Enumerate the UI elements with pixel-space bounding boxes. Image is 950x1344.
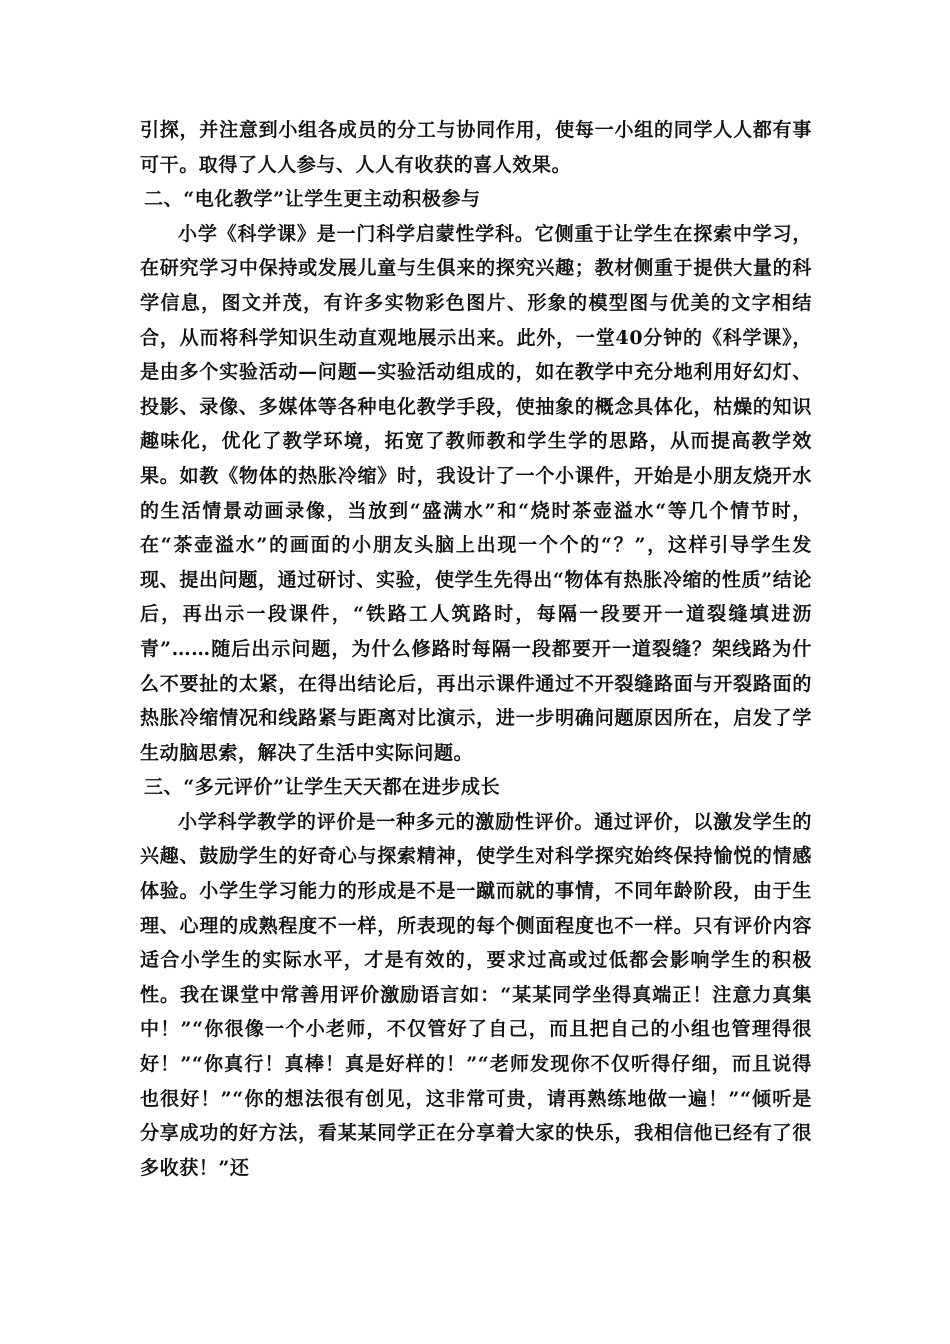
- section-heading-3: 三、“多元评价”让学生天天都在进步成长: [144, 776, 501, 799]
- paragraph-continuation: 引探，并注意到小组各成员的分工与协同作用，使每一小组的同学人人都有事可干。取得了人人参与、人人有收获的喜人效果。: [140, 119, 812, 176]
- document-body: [140, 113, 812, 1185]
- section-heading-2: 二、“电化教学”让学生更主动积极参与: [144, 188, 481, 211]
- paragraph-electronic-teaching: 小学《科学课》是一门科学启蒙性学科。它侧重于让学生在探索中学习，在研究学习中保持或发展儿童与生俱来的探究兴趣；教材侧重于提供大量的科学信息，图文并茂，有许多实物彩色图片、形象的模型图与优美的文字相结合，从而将科学知识生动直观地展示出来。此外，一堂40分钟的《科学课》，是由多个实验活动—问题—实验活动组成的，如在教学中充分地利用好幻灯、投影、录像、多媒体等各种电化教学手段，使抽象的概念具体化，枯燥的知识趣味化，优化了教学环境，拓宽了教师教和学生学的思路，从而提高教学效果。如教《物体的热胀冷缩》时，我设计了一个小课件，开始是小朋友烧开水的生活情景动画录像，当放到“盛满水”和“烧时茶壶溢水“等几个情节时，在“茶壶溢水”的画面的小朋友头脑上出现一个个的“？”，这样引导学生发现、提出问题，通过研讨、实验，使学生先得出“物体有热胀冷缩的性质”结论后，再出示一段课件，“铁路工人筑路时，每隔一段要开一道裂缝填进沥青”……随后出示问题，为什么修路时每隔一段都要开一道裂缝？架线路为什么不要扯的太紧，在得出结论后，再出示课件通过不开裂缝路面与开裂路面的热胀冷缩情况和线路紧与距离对比演示，进一步明确问题原因所在，启发了学生动脑思索，解决了生活中实际问题。: [140, 222, 812, 764]
- paragraph-evaluation: 小学科学教学的评价是一种多元的激励性评价。通过评价，以激发学生的兴趣、鼓励学生的好奇心与探索精神，使学生对科学探究始终保持愉悦的情感体验。小学生学习能力的形成是不是一蹴而就的事情，不同年龄阶段，由于生理、心理的成熟程度不一样，所表现的每个侧面程度也不一样。只有评价内容适合小学生的实际水平，才是有效的，要求过高或过低都会影响学生的积极性。我在课堂中常善用评价激励语言如：“某某同学坐得真端正！注意力真集中！”“你很像一个小老师，不仅管好了自己，而且把自己的小组也管理得很好！”“你真行！真棒！真是好样的！”“老师发现你不仅听得仔细，而且说得也很好！”“你的想法很有创见，这非常可贵，请再熟练地做一遍！”“倾听是分享成功的好方法，看某某同学正在分享着大家的快乐，我相信他已经有了很多收获！”还: [140, 810, 812, 1179]
